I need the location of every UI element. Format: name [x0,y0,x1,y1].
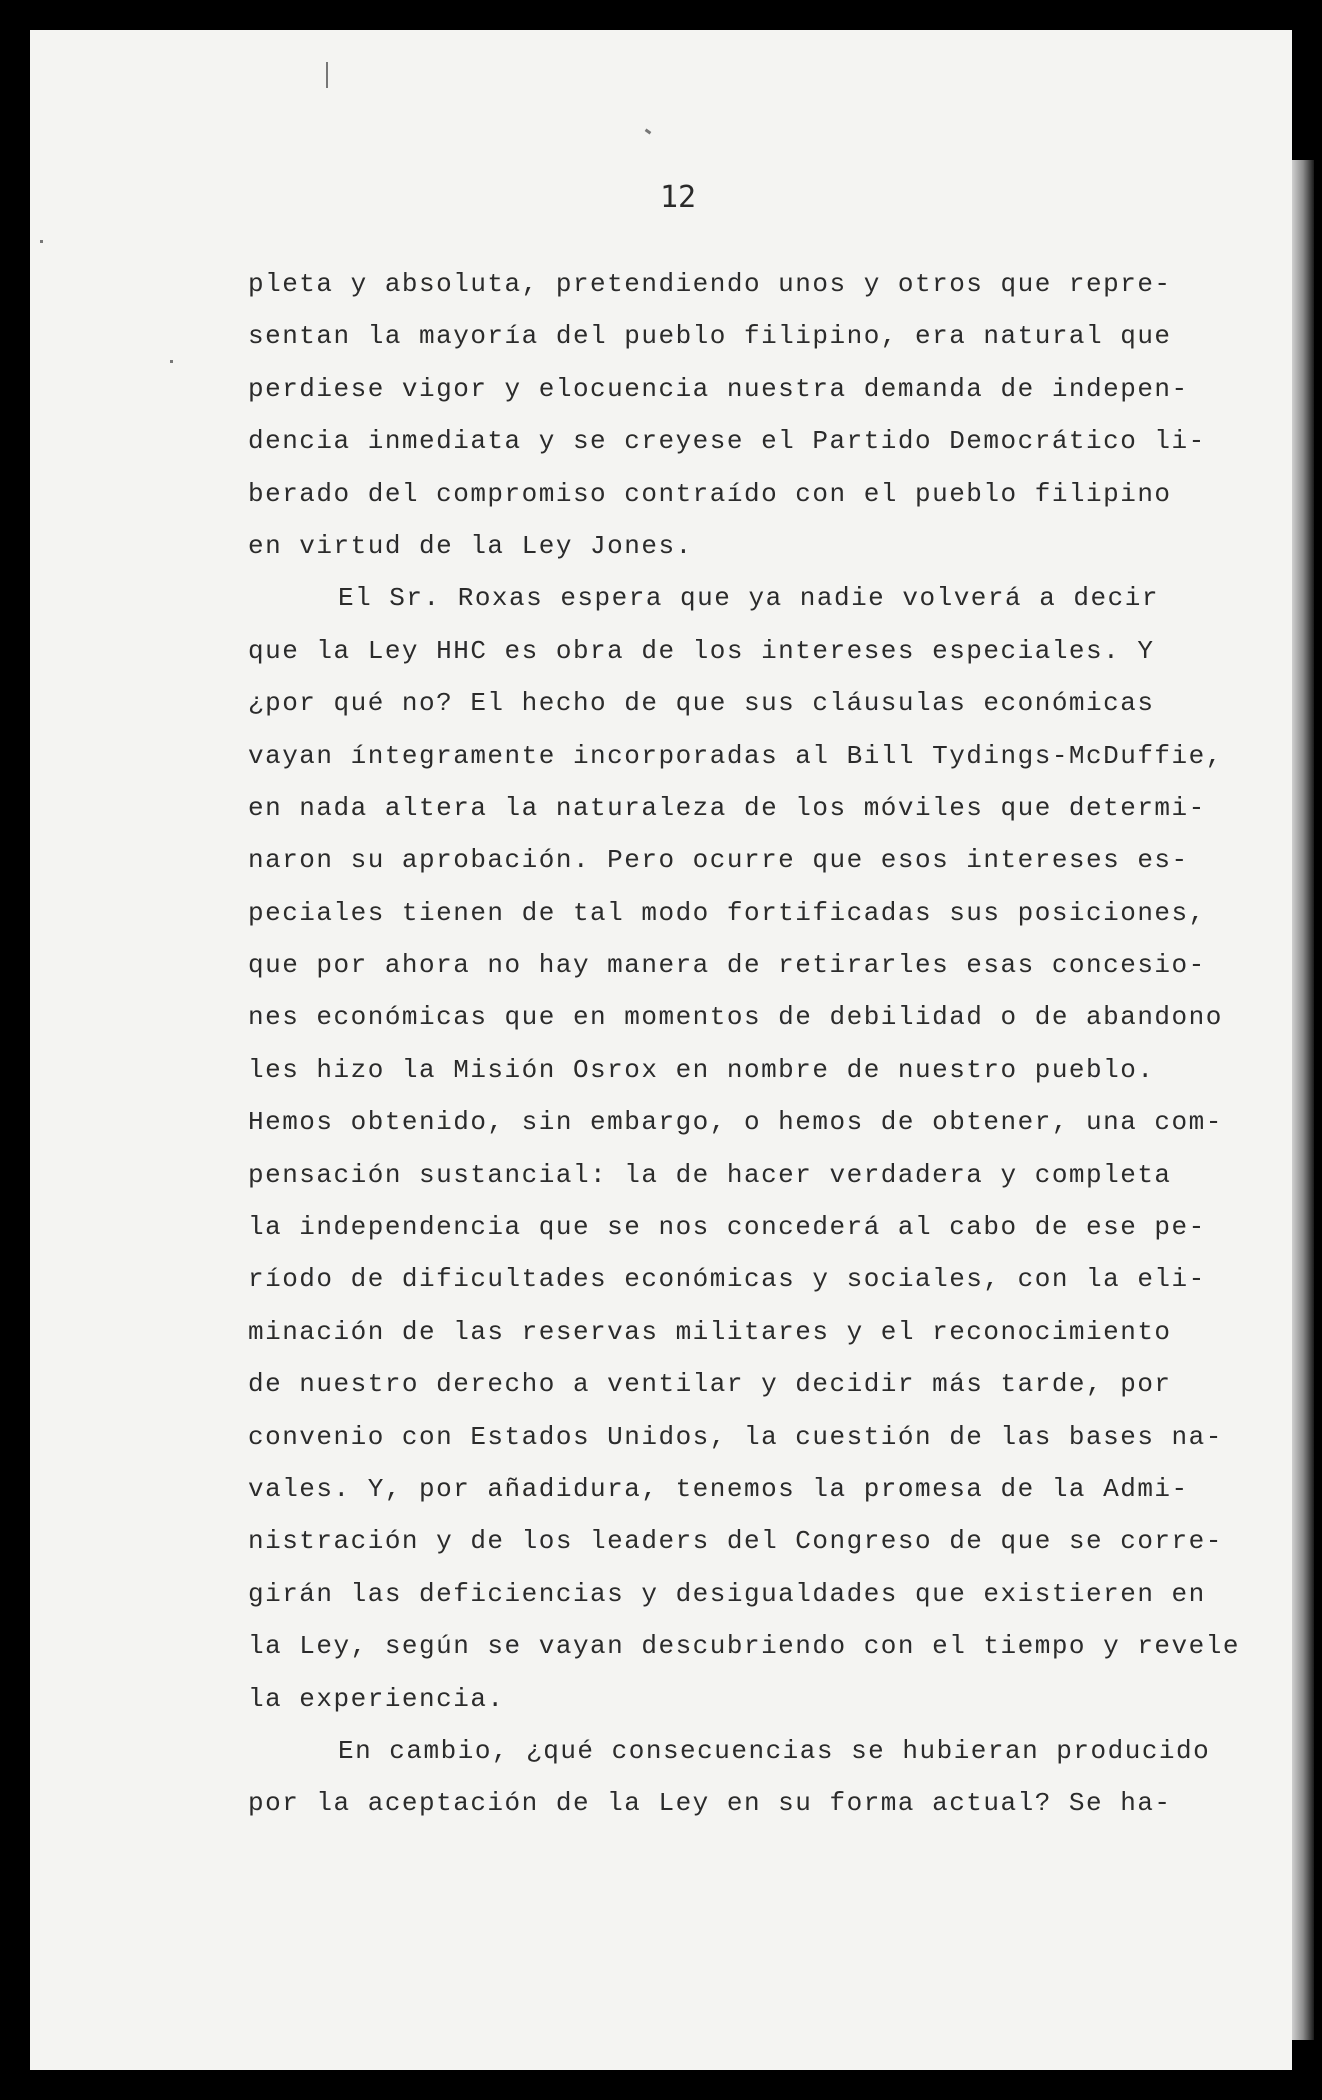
text-line: por la aceptación de la Ley en su forma actual? Se ha- [248,1788,1172,1819]
text-line: berado del compromiso contraído con el pueblo filipino [248,478,1172,509]
text-line: vayan íntegramente incorporadas al Bill Tydings-McDuffie, [248,740,1223,771]
text-line: en nada altera la naturaleza de los móviles que determi- [248,792,1206,823]
text-line: Hemos obtenido, sin embargo, o hemos de obtener, una com- [248,1107,1223,1138]
text-line: naron su aprobación. Pero ocurre que esos intereses es- [248,845,1189,876]
text-line: ¿por qué no? El hecho de que sus cláusulas económicas [248,688,1155,719]
text-line: En cambio, ¿qué consecuencias se hubieran producido [338,1735,1211,1766]
text-line: en virtud de la Ley Jones. [248,530,693,561]
text-line: minación de las reservas militares y el reconocimiento [248,1316,1172,1347]
text-line: la independencia que se nos concederá al cabo de ese pe- [248,1212,1206,1243]
text-line: nistración y de los leaders del Congreso de que se corre- [248,1526,1223,1557]
text-line: vales. Y, por añadidura, tenemos la promesa de la Admi- [248,1473,1189,1504]
text-line: la Ley, según se vayan descubriendo con el tiempo y revele [248,1631,1240,1662]
text-line: les hizo la Misión Osrox en nombre de nuestro pueblo. [248,1054,1155,1085]
text-line: perdiese vigor y elocuencia nuestra demanda de indepen- [248,373,1189,404]
text-line: que por ahora no hay manera de retirarles esas concesio- [248,950,1206,981]
text-line: ríodo de dificultades económicas y sociales, con la eli- [248,1264,1206,1295]
page-edge-shadow [1292,160,1314,2040]
ink-mark [40,240,43,243]
text-line: pleta y absoluta, pretendiendo unos y otros que repre- [248,269,1172,299]
text-line: girán las deficiencias y desigualdades que existieren en [248,1578,1206,1609]
text-line: sentan la mayoría del pueblo filipino, era natural que [248,321,1172,352]
ink-mark [326,62,328,88]
page-number: 12 [660,180,697,215]
text-line: convenio con Estados Unidos, la cuestión de las bases na- [248,1421,1223,1452]
text-line: dencia inmediata y se creyese el Partido Democrático li- [248,426,1206,457]
text-line: peciales tienen de tal modo fortificadas sus posiciones, [248,897,1206,928]
text-line: nes económicas que en momentos de debilidad o de abandono [248,1002,1223,1033]
ink-mark [170,360,173,363]
text-line: la experiencia. [248,1683,505,1714]
typed-text-body [248,258,1240,1830]
text-line: El Sr. Roxas espera que ya nadie volverá a decir [338,583,1159,614]
text-line: que la Ley HHC es obra de los intereses especiales. Y [248,635,1155,666]
text-line: de nuestro derecho a ventilar y decidir más tarde, por [248,1369,1172,1400]
text-line: pensación sustancial: la de hacer verdadera y completa [248,1159,1172,1190]
